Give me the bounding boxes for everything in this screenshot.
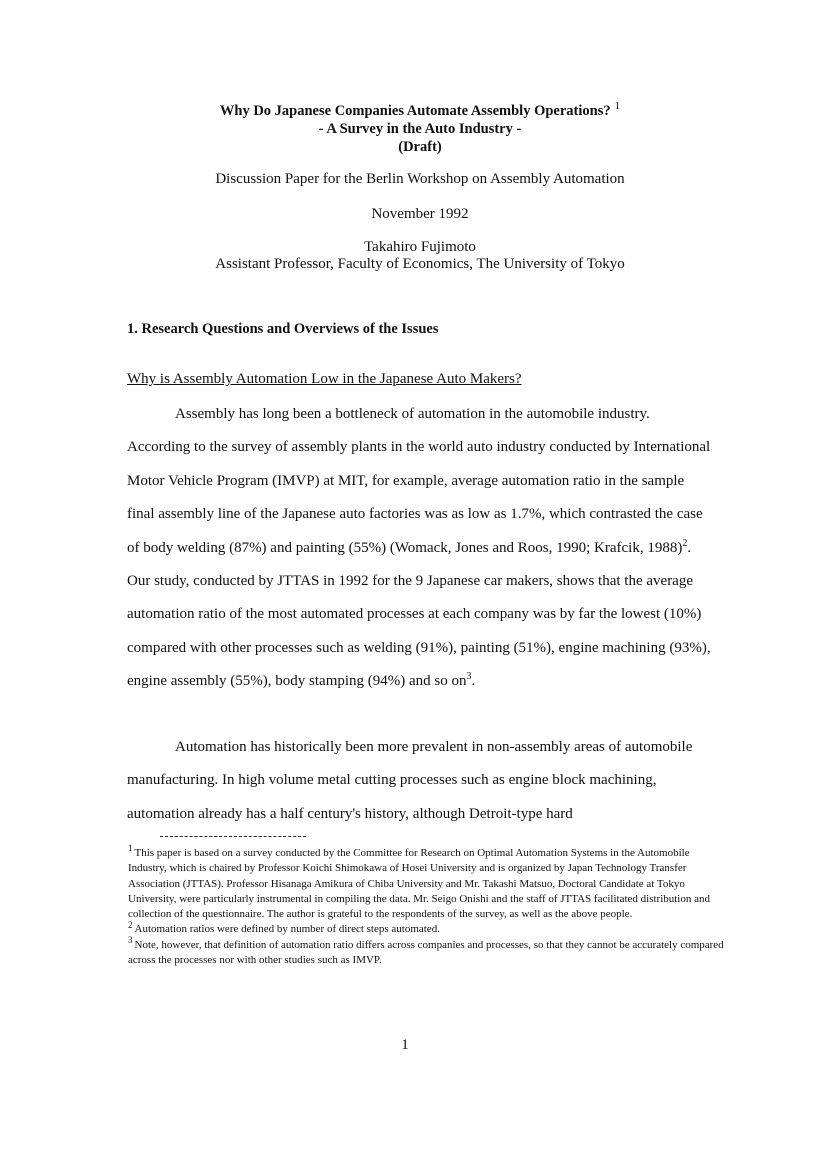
footnote-number: 3 [128,935,133,946]
footnote-text: Automation ratios were defined by number of direct steps automated. [134,923,440,936]
body-paragraph-1 [127,398,712,699]
paper-date: November 1992 [371,206,469,222]
paragraph-1-text-a: Assembly has long been a bottleneck of automation in the automobile industry. According to the survey of assembly plants in the world auto industry conducted by International Motor Vehicle Program (IMVP) at MIT, for example, average automation ratio in the sample final assembly line of the Japanese auto factories was as low as 1.7%, which contrasted the case of body welding (87%) and painting (55%) (Womack, Jones and Roos, 1990; Krafcik, 1988) [127,406,711,556]
footnote-text: This paper is based on a survey conducted by the Committee for Research on Optimal Automation Systems in the Automobile Industry, which is chaired by Professor Koichi Shimokawa of Hosei University and is organized by Japan Technology Transfer Association (JTTAS). Professor Hisanaga Amikura of Chiba University and Mr. Takashi Matsuo, Doctoral Candidate at Tokyo University, were particularly instrumental in compiling the data. Mr. Seigo Onishi and the staff of JTTAS facilitated distribution and collection of the questionnaire. The author is grateful to the respondents of the survey, as well as the above people. [128,847,710,921]
body-paragraph-2 [127,731,712,831]
footnote-2 [128,919,728,937]
title-footnote-mark: 1 [614,100,621,113]
paragraph-1-text-b: . Our study, conducted by JTTAS in 1992 for the 9 Japanese car makers, shows that the average automation ratio of the most automated processes at each company was by far the lowest (10%) compared with other processes such as welding (91%), painting (51%), engine machining (93%), engine assembly (55%), body stamping (94%) and so on [127,539,711,690]
footnote-3 [128,935,728,969]
author-name: Takahiro Fujimoto [364,239,476,255]
paper-subtitle: Discussion Paper for the Berlin Workshop on Assembly Automation [215,171,625,187]
title-line-3: (Draft) [398,139,442,155]
footnote-text: Note, however, that definition of automation ratio differs across companies and processes, so that they cannot be accurately compared across the processes nor with other studies such as IMVP. [128,938,724,967]
section-subheading: Why is Assembly Automation Low in the Japanese Auto Makers? [127,371,522,387]
paragraph-2-text: Automation has historically been more prevalent in non-assembly areas of automobile manufacturing. In high volume metal cutting processes such as engine block machining, automation already has a half century's history, although Detroit-type hard [127,739,693,822]
title-line-2: - A Survey in the Auto Industry - [318,121,522,137]
footnote-number: 1 [128,843,133,854]
footnote-ref-2: 2 [682,537,688,549]
title-line-1 [100,102,740,120]
author-affiliation: Assistant Professor, Faculty of Economics, The University of Tokyo [215,256,625,272]
paragraph-1-text-c: . [471,673,476,690]
footnote-1 [128,843,728,922]
footnote-ref-3: 3 [466,671,472,683]
page-number: 1 [401,1037,409,1053]
footnotes-section [128,843,728,968]
footnote-number: 2 [128,919,133,930]
paper-title [100,102,740,156]
section-heading: 1. Research Questions and Overviews of the Issues [127,321,439,337]
footnote-separator [160,836,306,838]
title-main-text: Why Do Japanese Companies Automate Assembly Operations? [219,103,611,119]
